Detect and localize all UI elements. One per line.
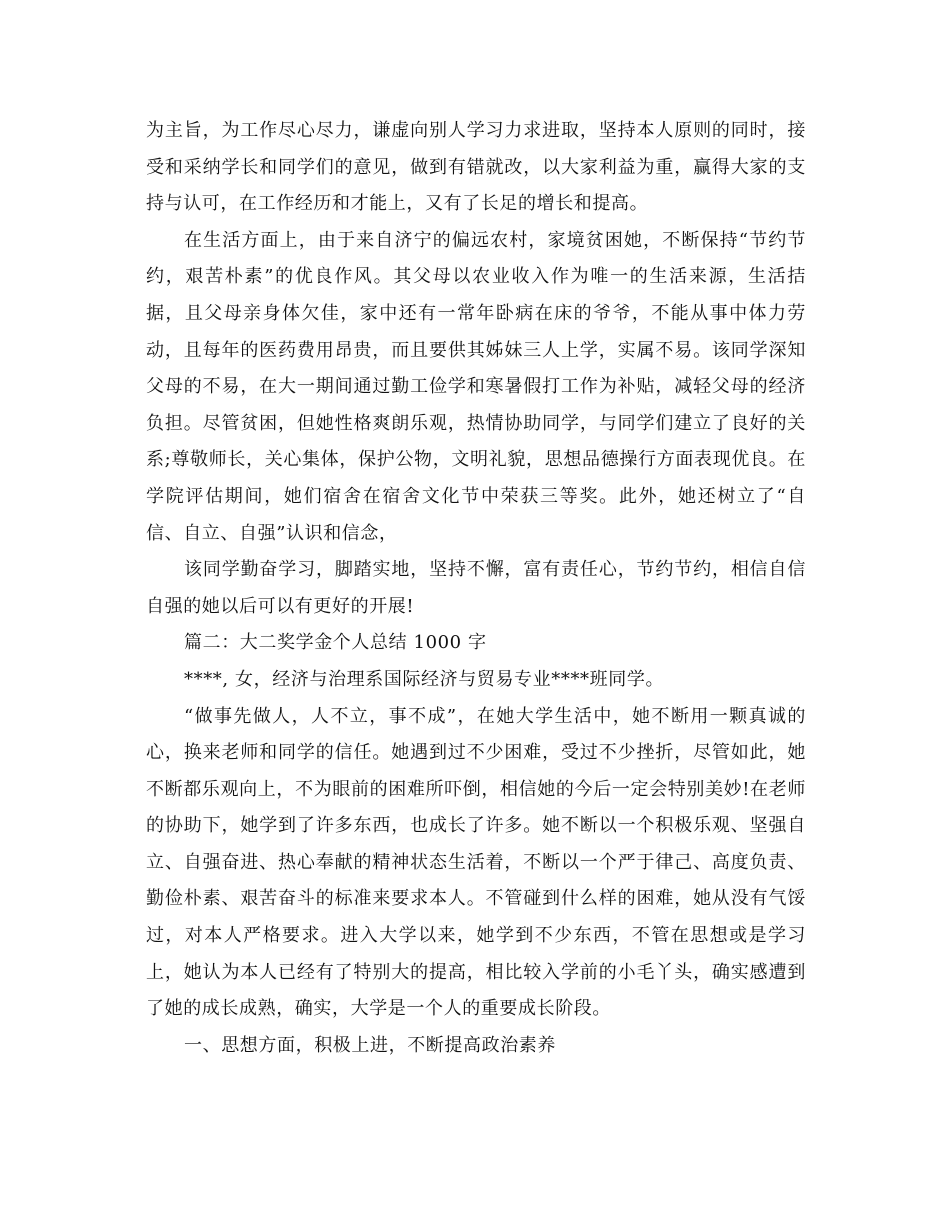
paragraph-1: 为主旨，为工作尽心尽力，谦虚向别人学习力求进取，坚持本人原则的同时，接受和采纳学长和同学们的意见，做到有错就改，以大家利益为重，赢得大家的支持与认可，在工作经历和才能上，又有了长足的增长和提高。 [146, 120, 806, 215]
paragraph-student-intro: ****, 女，经济与治理系国际经济与贸易专业****班同学。 [184, 668, 665, 690]
section-heading-part-two: 篇二：大二奖学金个人总结 1000 字 [184, 632, 487, 654]
paragraph-5: “做事先做人，人不立，事不成”，在她大学生活中，她不断用一颗真诚的心，换来老师和同学的信任。她遇到过不少困难，受过不少挫折，尽管如此，她不断都乐观向上，不为眼前的困难所吓倒，相信她的今后一定会特别美妙!在老师的协助下，她学到了许多东西，也成长了许多。她不断以一个积极乐观、坚强自立、自强奋进、热心奉献的精神状态生活着，不断以一个严于律己、高度负责、勤俭朴素、艰苦奋斗的标准来要求本人。不管碰到什么样的困难，她从没有气馁过，对本人严格要求。进入大学以来，她学到不少东西，不管在思想或是学习上，她认为本人已经有了特别大的提高，相比较入学前的小毛丫头，确实感遭到了她的成长成熟，确实，大学是一个人的重要成长阶段。 [146, 705, 806, 1020]
paragraph-2: 在生活方面上，由于来自济宁的偏远农村，家境贫困她，不断保持“节约节约，艰苦朴素”的优良作风。其父母以农业收入作为唯一的生活来源，生活拮据，且父母亲身体欠佳，家中还有一常年卧病在床的爷爷，不能从事中体力劳动，且每年的医药费用昂贵，而且要供其姊妹三人上学，实属不易。该同学深知父母的不易，在大一期间通过勤工俭学和寒暑假打工作为补贴，减轻父母的经济负担。尽管贫困，但她性格爽朗乐观，热情协助同学，与同学们建立了良好的关系;尊敬师长，关心集体，保护公物，文明礼貌，思想品德操行方面表现优良。在学院评估期间，她们宿舍在宿舍文化节中荣获三等奖。此外，她还树立了“自信、自立、自强”认识和信念， [146, 229, 806, 544]
section-heading-thought: 一、思想方面，积极上进，不断提高政治素养 [184, 1034, 556, 1056]
paragraph-3: 该同学勤奋学习，脚踏实地，坚持不懈，富有责任心，节约节约，相信自信自强的她以后可以有更好的开展! [146, 559, 806, 617]
document-body [146, 113, 806, 1064]
